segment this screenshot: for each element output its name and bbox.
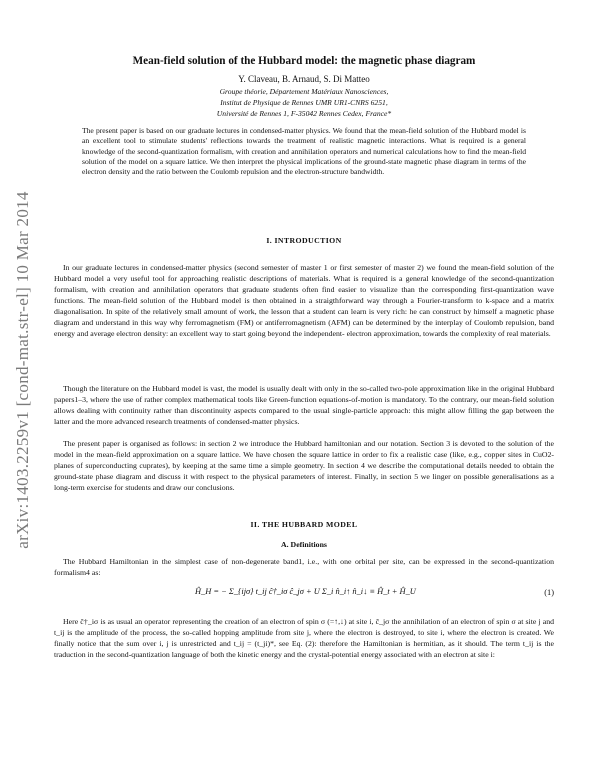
- paper-title: Mean-field solution of the Hubbard model: the magnetic phase diagram: [132, 55, 476, 67]
- paper-authors: Y. Claveau, B. Arnaud, S. Di Matteo: [238, 74, 370, 84]
- section-heading-introduction: I. INTRODUCTION: [266, 236, 342, 245]
- intro-paragraph-1: In our graduate lectures in condensed-matter physics (second semester of master 1 or first semester of master 2) we found the mean-field solution of the Hubbard model a very useful tool for approaching realistic descriptions of materials. What is required is a general knowledge of the second-quantization formalism, with creation and annihilation operators that graduate students often find easier to visualize than the corresponding first-quantization wave functions. The mean-field solution of the Hubbard model is then obtained in a straigthforward way through a Fourier-transform to k-space and a matrix diagonalisation. In spite of the relatively small amount of work, the lesson that a student can learn is very rich: he can construct by himself a magnetic phase diagram and understand in this way why ferromagnetism (FM) or antiferromagnetism (AFM) can be determined by the interplay of Coulomb repulsion, band energy and average electron density: an excellent way to start going beyond the independent- electron approximation, towards the complexity of real materials.: [54, 263, 554, 338]
- definitions-paragraph-2: Here ĉ†_iσ is as usual an operator representing the creation of an electron of spin σ (=↑,↓) at site i, ĉ_jσ the annihilation of an electron of spin σ at site j and t_ij is the amplitude of the process, the so-called hopping amplitude from site j, where the electron is destroyed, to site i, where the electron is created. We finally notice that the sum over i, j is unrestricted and t_ij = (t_ji)*, see Eq. (2): therefore the Hamiltonian is hermitian, as it should. The term t_ij is the traduction in the second-quantization language of both the kinetic energy and the crystal-potential energy associated with an electron at site i:: [54, 617, 554, 659]
- affiliation-line: Institut de Physique de Rennes UMR UR1-CNRS 6251,: [220, 98, 388, 107]
- affiliation: [54, 86, 554, 119]
- affiliation-line: Groupe théorie, Département Matériaux Nanosciences,: [219, 87, 389, 96]
- intro-paragraph-2: Though the literature on the Hubbard model is vast, the model is usually dealt with only in the so-called two-pole approximation like in the original Hubbard papers1–3, where the use of rather complex mathematical tools like Green-function equations-of-motion is mandatory. To the contrary, our mean-field solution allows dealing with continuity rather than discontinuity aspects compared to the usual single-particle approach: this might allow filling the gap between the latter and the more advanced research treatments of condensed-matter physics.: [54, 384, 554, 426]
- arxiv-sidebar: [6, 160, 40, 580]
- equation-1: [54, 583, 554, 607]
- abstract: The present paper is based on our graduate lectures in condensed-matter physics. We found that the mean-field solution of the Hubbard model is an excellent tool to stimulate students' reflections towards the treatment of realistic magnetic interactions. What is required is a general knowledge of the second-quantization formalism, with creation and annihilation operators and numerical calculations how to find the mean-field solution of the model on a square lattice. We then interpret the physical implications of the ground-state magnetic phase diagram in terms of the electron density and the ratio between the Coulomb repulsion and the electron-structure bandwidth.: [82, 126, 526, 177]
- affiliation-line: Université de Rennes 1, F-35042 Rennes Cedex, France*: [216, 109, 392, 118]
- intro-paragraph-3: The present paper is organised as follows: in section 2 we introduce the Hubbard hamiltonian and our notation. Section 3 is devoted to the solution of the model in the mean-field approximation on a square lattice. We have chosen the square lattice in order to fix a realistic case (like, e.g., copper sites in CuO2-planes of superconducting cuprates), by keeping at the same time a simple geometry. In section 4 we describe the computational details needed to obtain the ground-state phase diagram and discuss it with respect to the physical parameters of interest. Finally, in section 5 we linger on possible generalisations as a long-term exercise for students and draw our conclusions.: [54, 439, 554, 492]
- arxiv-identifier: arXiv:1403.2259v1 [cond-mat.str-el] 10 Mar 2014: [13, 191, 32, 549]
- subsection-heading-definitions: A. Definitions: [281, 540, 327, 549]
- section-heading-hubbard-model: II. THE HUBBARD MODEL: [250, 520, 358, 529]
- equation-number: (1): [544, 588, 554, 597]
- definitions-paragraph-1: The Hubbard Hamiltonian in the simplest case of non-degenerate band1, i.e., with one orbital per site, can be expressed in the second-quantization formalism4 as:: [54, 557, 554, 577]
- equation-body: Ĥ_H = − Σ_{ijσ} t_ij ĉ†_iσ ĉ_jσ + U Σ_i n̂_i↑ n̂_i↓ ≡ Ĥ_t + Ĥ_U: [195, 587, 416, 596]
